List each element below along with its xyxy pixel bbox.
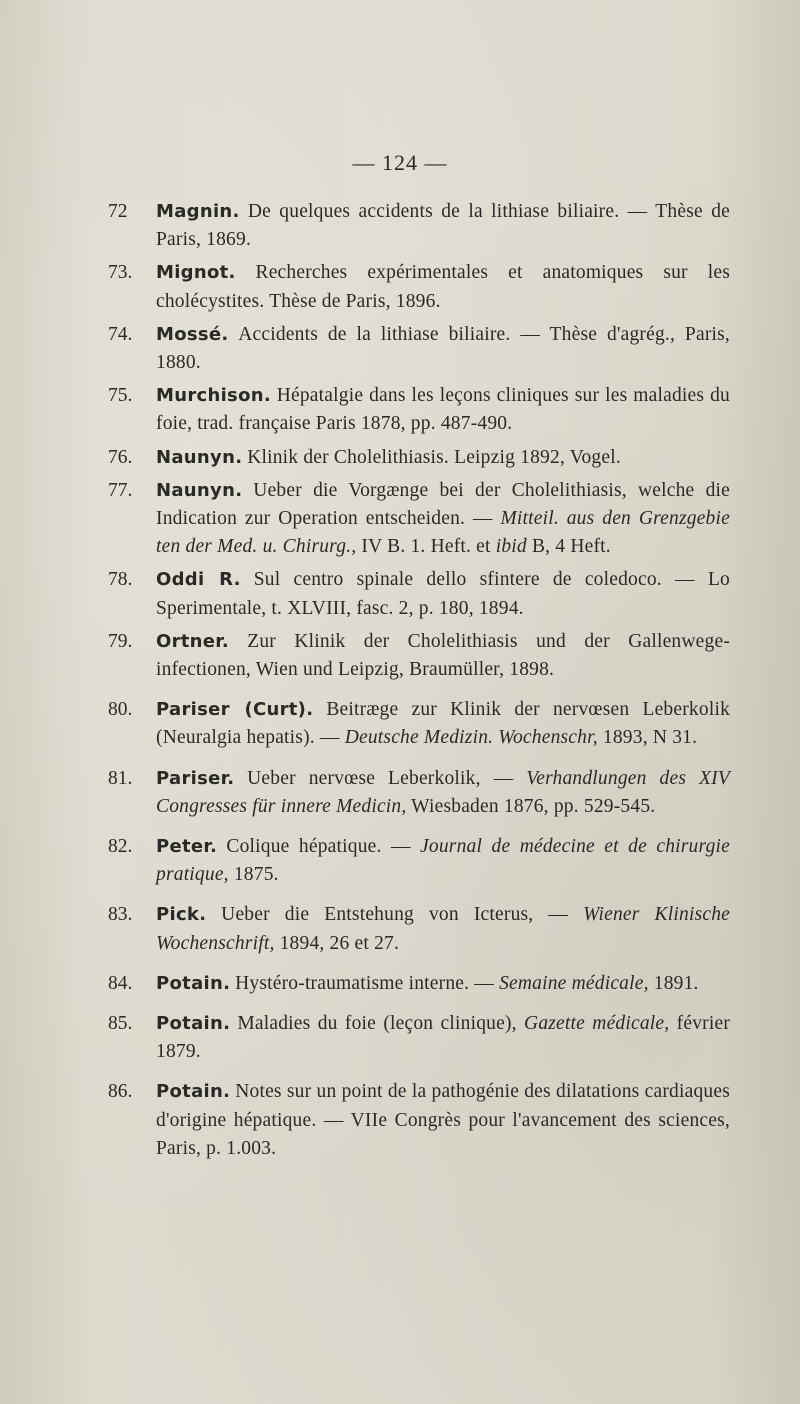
entry-text: De quelques accidents de la lithiase biliaire. — Thèse de Paris, 1869. xyxy=(156,201,731,251)
entry-text: Ueber die Entstehung von Icterus, — Wiener Klinische Wochenschrift, 1894, 26 et 27. xyxy=(156,904,731,954)
bibliography-entry xyxy=(108,696,730,752)
entry-author: Pariser (Curt). xyxy=(156,699,314,721)
entry-number: 74. xyxy=(108,323,133,345)
entry-text: Beitræge zur Klinik der nervœsen Leberkolik (Neuralgia hepatis). — Deutsche Medizin. Wochenschr, 1893, N 31. xyxy=(156,699,731,749)
bibliography-entry xyxy=(108,765,730,821)
entry-author: Naunyn. xyxy=(156,479,243,501)
entry-number: 81. xyxy=(108,767,133,789)
journal-title: ibid xyxy=(495,536,527,558)
journal-title: Verhandlungen des XIV Congresses für innere Medicin, xyxy=(156,767,730,817)
bibliography-entry xyxy=(108,321,730,377)
bibliography-entry xyxy=(108,477,730,562)
entry-number: 83. xyxy=(108,904,133,926)
entry-text: Hépatalgie dans les leçons cliniques sur les maladies du foie, trad. française Paris 1878, pp. 487-490. xyxy=(156,385,730,435)
bibliography-entry xyxy=(108,259,730,315)
entry-text: Zur Klinik der Cholelithiasis und der Gallenwege-infectionen, Wien und Leipzig, Braumüller, 1898. xyxy=(156,630,731,681)
entry-author: Pariser. xyxy=(156,767,235,789)
entry-text: Notes sur un point de la pathogénie des dilatations cardiaques d'origine hépatique. — VIIe Congrès pour l'avancement des sciences, Paris, p. 1.003. xyxy=(156,1081,730,1159)
bibliography-entry xyxy=(108,444,730,472)
entry-text: Maladies du foie (leçon clinique), Gazette médicale, février 1879. xyxy=(156,1013,731,1063)
bibliography-list xyxy=(108,198,730,1168)
entry-author: Ortner. xyxy=(156,630,230,652)
entry-author: Potain. xyxy=(156,1013,231,1035)
bibliography-entry xyxy=(108,1078,730,1163)
entry-number: 80. xyxy=(108,699,133,721)
journal-title: Gazette médicale, xyxy=(524,1013,670,1035)
bibliography-entry xyxy=(108,382,730,438)
entry-number: 78. xyxy=(108,569,133,591)
entry-author: Oddi R. xyxy=(156,569,241,591)
entry-text: Colique hépatique. — Journal de médecine et de chirurgie pratique, 1875. xyxy=(156,836,730,886)
journal-title: Mitteil. aus den Grenzgebie ten der Med. u. Chirurg., xyxy=(156,508,730,558)
entry-number: 85. xyxy=(108,1013,133,1035)
bibliography-entry xyxy=(108,566,730,622)
bibliography-entry xyxy=(108,1010,730,1066)
entry-text: Accidents de la lithiase biliaire. — Thèse d'agrég., Paris, 1880. xyxy=(156,323,730,374)
journal-title: Deutsche Medizin. Wochenschr, xyxy=(344,727,598,749)
entry-author: Potain. xyxy=(156,972,231,994)
entry-author: Pick. xyxy=(156,904,207,926)
entry-number: 84. xyxy=(108,972,133,994)
entry-author: Mossé. xyxy=(156,323,229,345)
bibliography-entry xyxy=(108,970,730,998)
entry-author: Magnin. xyxy=(156,201,240,222)
journal-title: Journal de médecine et de chirurgie pratique, xyxy=(156,836,730,886)
bibliography-entry xyxy=(108,833,730,889)
entry-number: 79. xyxy=(108,630,133,652)
entry-text: Ueber nervœse Leberkolik, — Verhandlungen des XIV Congresses für innere Medicin, Wiesbaden 1876, pp. 529-545. xyxy=(156,767,730,817)
bibliography-entry xyxy=(108,628,730,684)
journal-title: Semaine médicale, xyxy=(499,972,649,994)
entry-author: Potain. xyxy=(156,1081,231,1103)
entry-number: 73. xyxy=(108,262,133,284)
entry-number: 76. xyxy=(108,446,133,468)
bibliography-entry xyxy=(108,901,730,957)
bibliography-entry xyxy=(108,198,730,254)
entry-author: Naunyn. xyxy=(156,446,243,468)
entry-author: Mignot. xyxy=(156,262,236,284)
entry-text: Hystéro-traumatisme interne. — Semaine médicale, 1891. xyxy=(235,972,699,994)
entry-text: Recherches expérimentales et anatomiques sur les cholécystites. Thèse de Paris, 1896. xyxy=(156,262,730,312)
entry-number: 77. xyxy=(108,479,133,501)
entry-number: 72 xyxy=(108,201,128,222)
entry-text: Sul centro spinale dello sfintere de coledoco. — Lo Sperimentale, t. XLVIII, fasc. 2, p. 180, 1894. xyxy=(156,569,731,619)
journal-title: Wiener Klinische Wochenschrift, xyxy=(156,904,731,954)
entry-number: 86. xyxy=(108,1081,133,1103)
entry-number: 82. xyxy=(108,836,133,858)
entry-author: Peter. xyxy=(156,836,218,858)
page-number: — 124 — xyxy=(352,150,448,175)
entry-text: Klinik der Cholelithiasis. Leipzig 1892, Vogel. xyxy=(247,446,621,468)
entry-number: 75. xyxy=(108,385,133,407)
entry-author: Murchison. xyxy=(156,385,271,407)
entry-text: Ueber die Vorgænge bei der Cholelithiasis, welche die Indication zur Operation entscheiden. — Mitteil. aus den Grenzgebie ten der Med. u. Chirurg., IV B. 1. Heft. et ibid B, 4 Heft. xyxy=(156,479,730,558)
